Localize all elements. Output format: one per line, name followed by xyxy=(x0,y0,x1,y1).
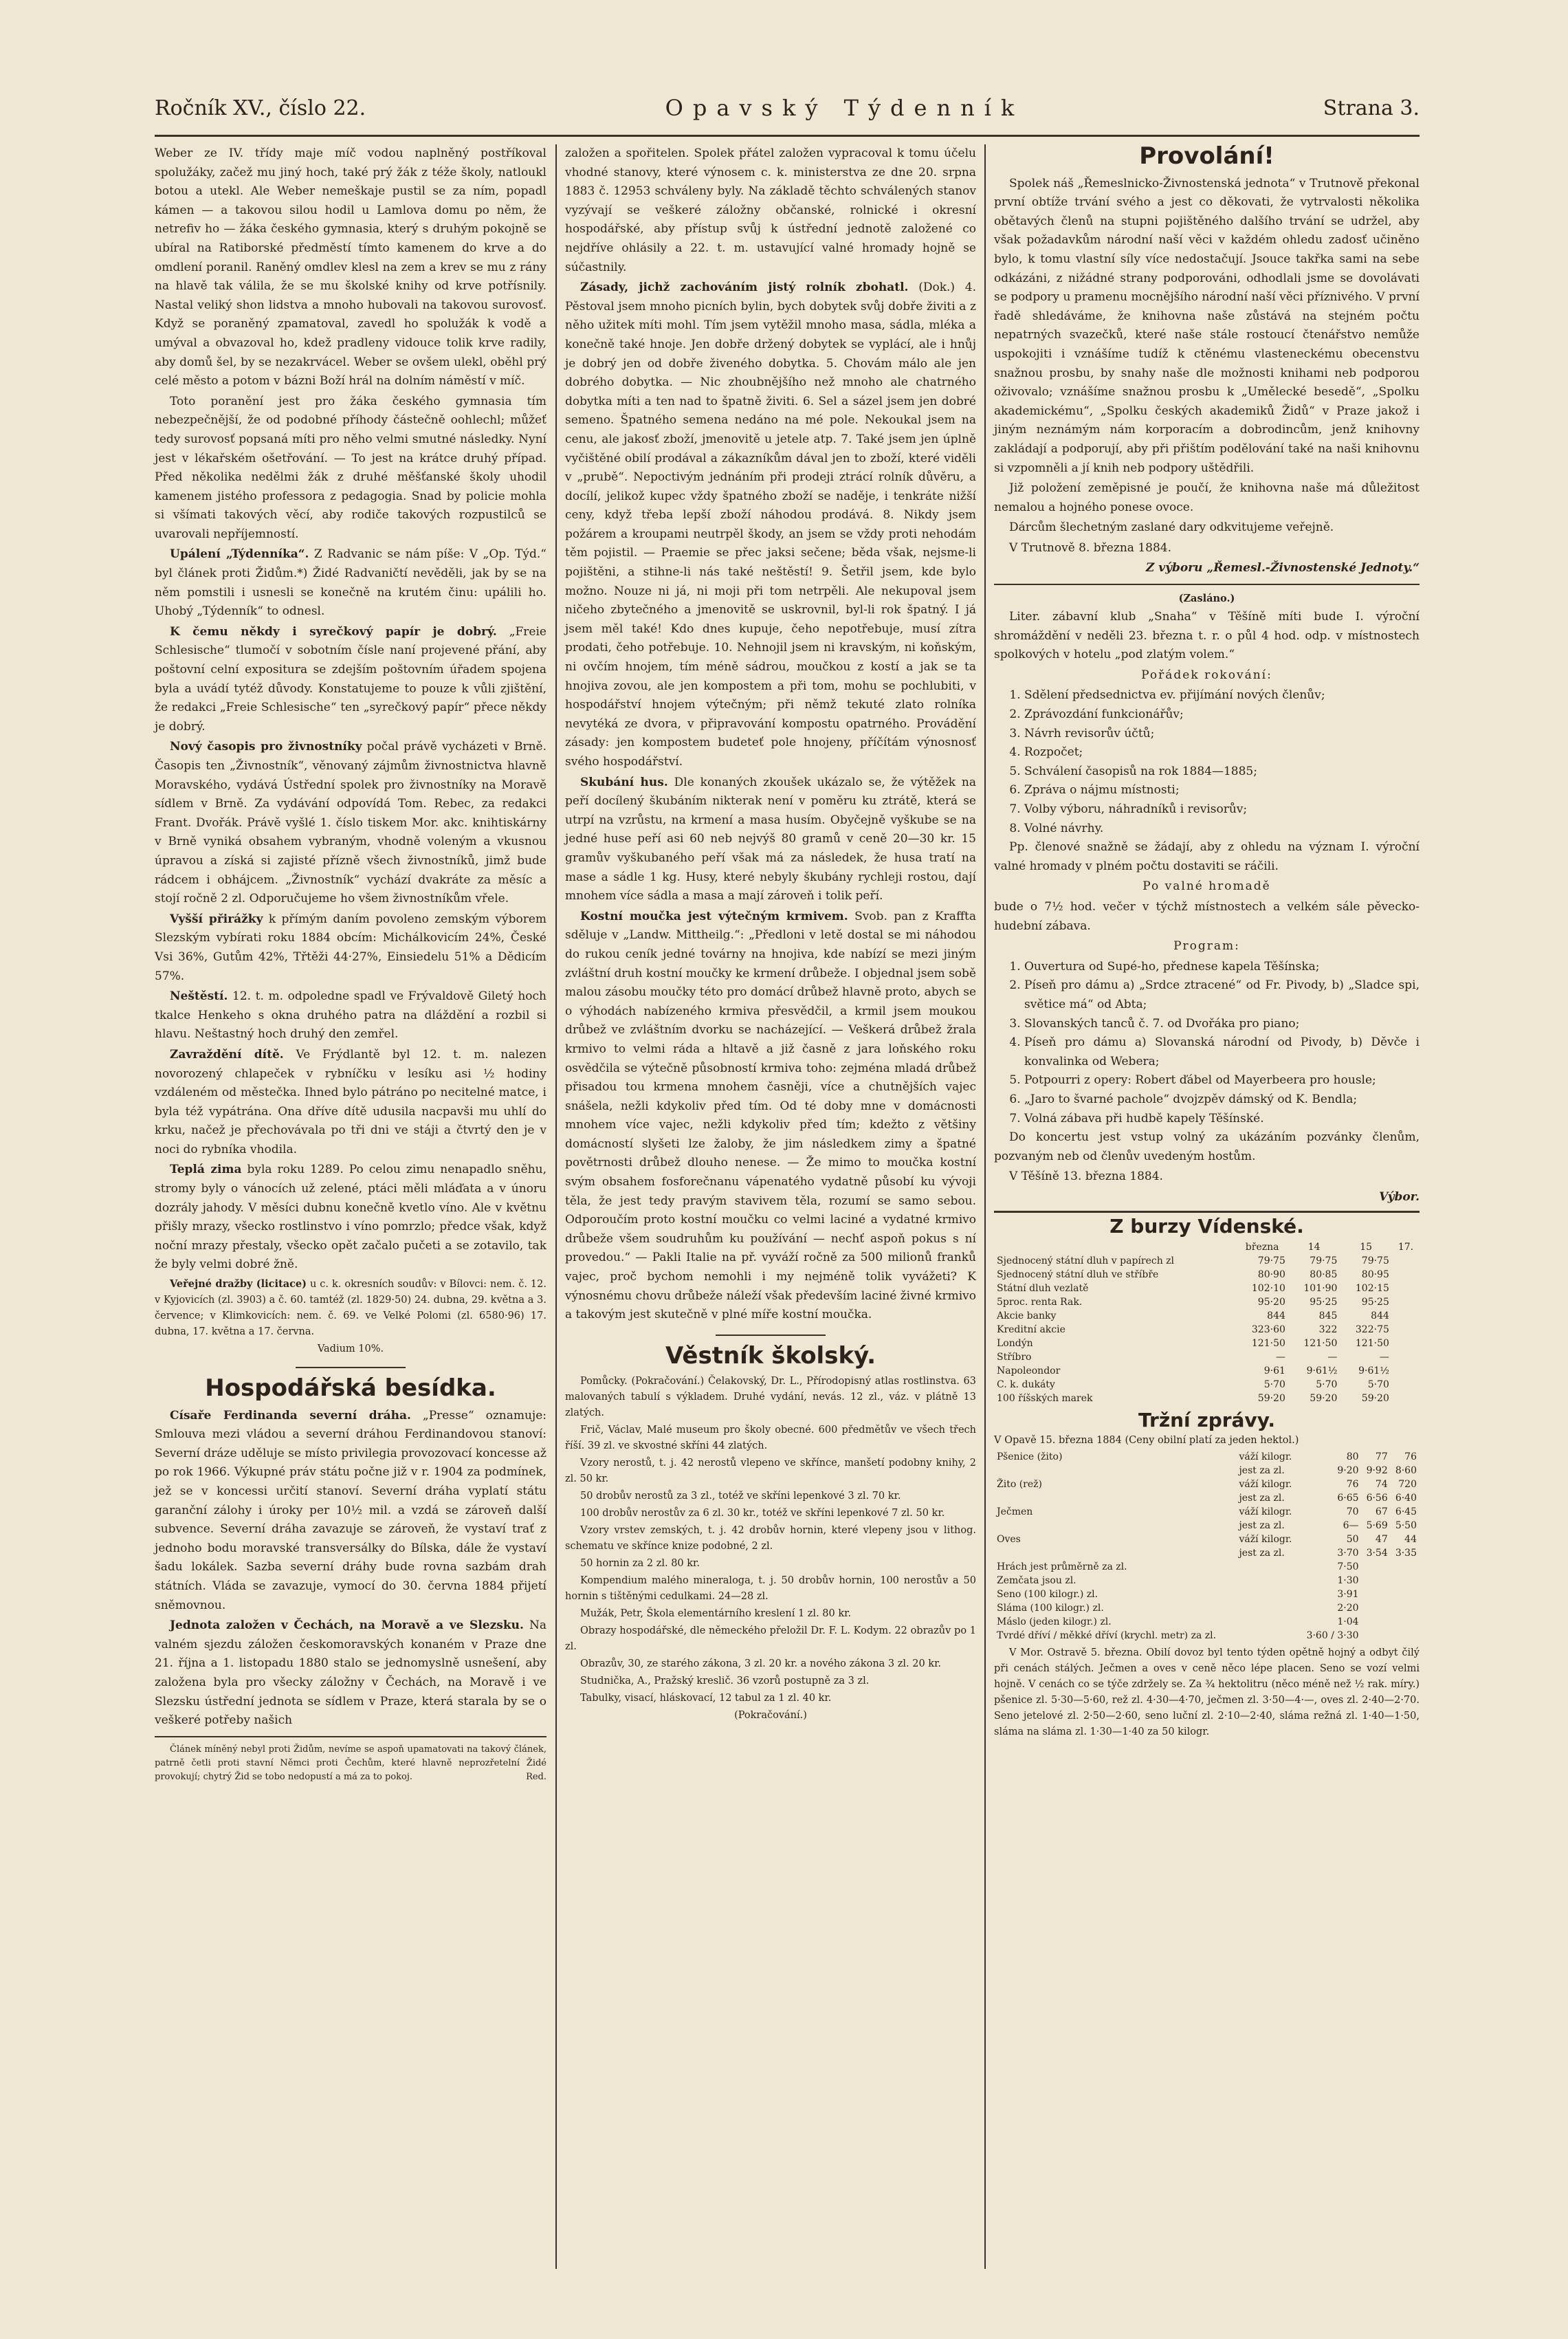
section-title: Věstník školský. xyxy=(665,1341,876,1370)
table-cell: 121·50 xyxy=(1355,1338,1389,1350)
school-item: 50 hornin za 2 zl. 80 kr. xyxy=(580,1558,700,1570)
article-text: Pp. členové snažně se žádají, aby z ohledu na význam I. výroční valné hromady v plném počtu dostaviti se ráčili. xyxy=(994,840,1420,873)
table-cell xyxy=(1362,1601,1391,1615)
table-cell xyxy=(1236,1560,1299,1574)
article-text: Ve Frýdlantě byl 12. t. m. nalezen novorozený chlapeček v rybníčku v lesíku asi ½ hodiny vzdáleném od městečka. Ihned bylo pátráno po necitelné matce, i byla též vypátrána. Ona dříve dítě udusila nacpavši mu uhlí do krku, načež je přechovávala po tři dni ve stáji a čtvrtý den je v noci do rybníka vhodila. xyxy=(155,1047,546,1156)
article-text: „Freie Schlesische“ tlumočí v sobotním čísle naní projevené přání, aby poštovní celní expositura se zdejším poštovním úřadem spojena byla a uvádí tytéž důvody. Konstatujeme to pouze k vůli zjištění, že redakci „Freie Schlesische“ ten „syrečkový papír“ přece někdy je dobrý. xyxy=(155,624,546,734)
table-corner xyxy=(994,1240,1236,1254)
table-cell xyxy=(1236,1615,1299,1629)
list-item: 2. Píseň pro dámu a) „Srdce ztracené“ od Fr. Pivody, b) „Sladce spi, světice má“ od Abta; xyxy=(1024,976,1420,1014)
row-label: Máslo (jeden kilogr.) zl. xyxy=(997,1616,1112,1627)
table-cell: 76 xyxy=(1404,1451,1417,1462)
table-cell: 59·20 xyxy=(1257,1393,1285,1405)
table-row xyxy=(994,1574,1420,1588)
table-cell xyxy=(1362,1574,1391,1588)
table-cell: váží kilogr. xyxy=(1239,1506,1292,1517)
article-text: bude o 7½ hod. večer v týchž místnostech a velkém sále pěvecko-hudební zábava. xyxy=(994,899,1420,933)
table-cell: 102·10 xyxy=(1251,1283,1285,1295)
article-text: Spolek náš „Řemeslnicko-Živnostenská jednota“ v Trutnově překonal první obtíže trvání svého a jest co děkovati, že vytrvalosti několika obětavých členů na stupni pojištěného dalšího trvání se udržel, aby však požadavkům národní naší věci v každém ohledu zadosť učiněno bylo, k tomu vlastní síly více nedostačují. Jsouce takřka sami na sebe odkázáni, z nižádné strany podporováni, odhodlali jsme se dovolávati se podpory u pramenu mocnějšího národní naší věci příznivého. V první řadě shledáváme, že knihovna naše zůstává na stejném počtu nepatrných svazečků, které naše stále rostoucí čtenářstvo nemůže uspokojiti i vznášíme tudíž k ctěnému vlasteneckému obecenstvu snažnou prosbu, by snahy naše dle možnosti knihami neb podporou oživovalo; vznášíme snažnou prosbu k „Umělecké besedě“, „Spolku akademickému“, „Spolku českých akademiků Židů“ v Praze jakož i jiným neznámým nám korporacím a dobrodincům, jenž knihovny zakládají a podporují, aby při přištím podělování také na naši knihovnu si vzpomněli a jí knih neb podpory uštědřili. xyxy=(994,176,1420,475)
table-cell: 9·61 xyxy=(1263,1365,1285,1377)
table-row xyxy=(994,1464,1420,1478)
page-number: Strana 3. xyxy=(1323,96,1420,120)
table-cell: 44 xyxy=(1404,1533,1417,1545)
row-label: 5proc. renta Rak. xyxy=(997,1297,1083,1308)
article-text: „Presse“ oznamuje: Smlouva mezi vládou a severní dráhou Ferdinandovou stanoví: Severní dráze uděluje se místo privilegia provozovací koncesse až po rok 1966. Výkupné práv státu počne již v r. 1904 za podmínek, jež se v koncessi určití stanoví. Severní dráha vyplatí státu garanční zálohy i úroky per 10½ mil. a vzdá se zároveň další subvence. Severní dráha zavazuje se zároveň, že vystaví trať z jednoho bodu moravské transversálky do Bílska, dále že vystaví šadu lokálek. Sazba severní dráhy bude rovna sazbám drah státních. Vláda se zavazuje, vymocí do 30. června 1884 přijetí sněmovnou. xyxy=(155,1408,546,1612)
row-label xyxy=(994,1464,1236,1478)
table-cell: váží kilogr. xyxy=(1239,1478,1292,1490)
column-3 xyxy=(994,144,1420,1742)
agenda-title: Pořádek rokování: xyxy=(1141,668,1272,682)
table-cell: 9·61½ xyxy=(1306,1365,1338,1377)
table-cell: 80·90 xyxy=(1257,1269,1285,1281)
table-cell: 6·56 xyxy=(1366,1492,1388,1504)
section-title: Tržní zprávy. xyxy=(1138,1409,1276,1432)
table-cell: 3·70 xyxy=(1337,1547,1359,1559)
list-item: 2. Zprávozdání funkcionářův; xyxy=(1024,705,1420,725)
table-cell: 67 xyxy=(1375,1506,1388,1517)
table-cell: 95·25 xyxy=(1310,1297,1338,1308)
list-item: 3. Slovanských tanců č. 7. od Dvořáka pro piano; xyxy=(1024,1015,1420,1034)
table-row xyxy=(994,1392,1420,1405)
table-row xyxy=(994,1309,1420,1323)
table-cell: 102·15 xyxy=(1355,1283,1389,1295)
table-cell: jest za zl. xyxy=(1239,1547,1285,1559)
list-item: 4. Píseň pro dámu a) Slovanská národní od Pivody, b) Děvče i konvalinka od Webera; xyxy=(1024,1033,1420,1071)
row-label: Napoleondor xyxy=(997,1365,1061,1377)
table-cell: 3·60 / 3·30 xyxy=(1306,1629,1359,1641)
list-item: 6. „Jaro to švarné pachole“ dvojzpěv dámský od K. Bendla; xyxy=(1024,1090,1420,1110)
table-cell: 3·54 xyxy=(1366,1547,1388,1559)
row-label: Pšenice (žito) xyxy=(997,1451,1063,1462)
row-label: 100 říšských marek xyxy=(997,1393,1093,1405)
continued-note: (Pokračování.) xyxy=(734,1710,807,1722)
table-cell: 9·92 xyxy=(1366,1464,1388,1476)
table-cell xyxy=(1391,1588,1420,1601)
table-cell: 80·95 xyxy=(1361,1269,1389,1281)
article-text: počal právě vycházeti v Brně. Časopis ten „Živnostník“, věnovaný zájmům živnostnictva hlavně Moravského, vydává Ústřední spolek pro živnostníky na Moravě sídlem v Brně. Za vydávání odpovídá Tom. Rebec, za redakci Frant. Dvořák. Právě vyšlé 1. číslo tiskem Mor. akc. knihtiskárny v Brně vyniká obsahem vybraným, vhodně voleným a vkusnou úpravou a získá si zajisté přízně všech živnostníků, jimž bude rádcem i obhájcem. „Živnostník“ vychází dvakráte za měsíc a stojí ročně 2 zl. Odporučujeme ho všem živnostníkům vřele. xyxy=(155,740,546,906)
table-cell xyxy=(1391,1560,1420,1574)
table-header: března xyxy=(1245,1242,1279,1253)
row-label xyxy=(994,1491,1236,1505)
list-item: 1. Ouvertura od Supé-ho, přednese kapela Těšínska; xyxy=(1024,958,1420,977)
list-item: 7. Volby výboru, náhradníků i revisorův; xyxy=(1024,800,1420,820)
article-text: Liter. zábavní klub „Snaha“ v Těšíně míti bude I. výroční shromáždění v neděli 23. března t. r. o půl 4 hod. odp. v místnostech spolkových v hotelu „pod zlatým volem.“ xyxy=(994,610,1420,662)
article-title: Teplá zima xyxy=(170,1163,242,1177)
divider xyxy=(994,1211,1420,1213)
article-text: 12. t. m. odpoledne spadl ve Frývaldově Giletý hoch tkalce Henkeho s okna druhého patra na dláždění a rozbil si hlavu. Neštastný hoch druhý den zemřel. xyxy=(155,989,546,1042)
divider xyxy=(716,1335,826,1336)
article-text: Již položení zeměpisné je poučí, že knihovna naše má důležitost nemalou a hojného ponese ovoce. xyxy=(994,481,1420,514)
row-label: Akcie banky xyxy=(997,1310,1057,1322)
table-row xyxy=(994,1560,1420,1574)
article-text: u c. k. okresních soudův: v Bílovci: nem. č. 12. v Kyjovicích (zl. 3903) a č. 60. tamtéž (zl. 1829·50) 24. dubna, 29. května a 3. července; v Klimkovicích: nem. č. 69. ve Velké Polomi (zl. 6580·96) 17. dubna, 17. května a 17. června. xyxy=(155,1279,546,1338)
school-item: Kompendium malého mineraloga, t. j. 50 drobův hornin, 100 nerostův a 50 hornin s tištěnými cedulkami. 24—28 zl. xyxy=(565,1575,976,1603)
program-list xyxy=(994,958,1420,1128)
table-cell: 80·85 xyxy=(1310,1269,1338,1281)
market-heading: V Opavě 15. března 1884 (Ceny obilní platí za jeden hektol.) xyxy=(994,1434,1299,1446)
table-cell: — xyxy=(1379,1352,1389,1363)
table-row xyxy=(994,1282,1420,1295)
row-label xyxy=(994,1546,1236,1560)
table-cell: 59·20 xyxy=(1310,1393,1338,1405)
table-cell: 74 xyxy=(1375,1478,1388,1490)
article-title: K čemu někdy i syrečkový papír je dobrý. xyxy=(170,624,497,639)
table-cell: 50 xyxy=(1346,1533,1359,1545)
signature: Z výboru „Řemesl.-Živnostenské Jednoty.“ xyxy=(1145,561,1420,575)
table-cell: 9·61½ xyxy=(1358,1365,1389,1377)
article-title: Neštěstí. xyxy=(170,989,228,1004)
table-cell: 95·25 xyxy=(1361,1297,1389,1308)
table-cell xyxy=(1362,1629,1391,1643)
footnote-rule xyxy=(155,1736,546,1737)
table-cell: 47 xyxy=(1375,1533,1388,1545)
header-rule xyxy=(155,135,1420,137)
vadium-text: Vadium 10%. xyxy=(317,1343,384,1355)
table-cell: 79·75 xyxy=(1257,1255,1285,1267)
article-text: Dárcům šlechetným zaslané dary odkvitujeme veřejně. xyxy=(1009,520,1334,535)
table-row xyxy=(994,1478,1420,1491)
table-cell: 59·20 xyxy=(1361,1393,1389,1405)
school-item: 50 drobův nerostů za 3 zl., totéž ve skříni lepenkové 3 zl. 70 kr. xyxy=(580,1491,901,1502)
school-item: Vzory nerostů, t. j. 42 nerostů vlepeno ve skřínce, manšetí podobny knihy, 2 zl. 50 kr. xyxy=(565,1458,976,1485)
table-row xyxy=(994,1519,1420,1533)
exchange-table xyxy=(994,1240,1420,1405)
signature: Výbor. xyxy=(1379,1189,1420,1204)
list-item: 5. Potpourri z opery: Robert ďábel od Mayerbeera pro housle; xyxy=(1024,1071,1420,1090)
table-cell: 5·70 xyxy=(1367,1379,1389,1391)
table-cell xyxy=(1391,1615,1420,1629)
school-item: Vzory vrstev zemských, t. j. 42 drobův hornin, které vlepeny jsou v lithog. schematu ve skřínce knize podobné, 2 zl. xyxy=(565,1525,976,1552)
table-cell xyxy=(1362,1560,1391,1574)
table-cell: — xyxy=(1327,1352,1338,1363)
school-item: Pomůcky. (Pokračování.) Čelakovský, Dr. L., Přírodopisný atlas rostlinstva. 63 malovaných tabulí s výkladem. Druhé vydání, nevás. 12 zl., váz. v plátně 13 zlatých. xyxy=(565,1376,976,1419)
table-cell: 70 xyxy=(1346,1506,1359,1517)
row-label: Sjednocený státní dluh v papírech zl xyxy=(997,1255,1175,1267)
table-cell: 6·65 xyxy=(1337,1492,1359,1504)
row-label: Hrách jest průměrně za zl. xyxy=(997,1561,1127,1572)
article-title: Zásady, jichž zachováním jistý rolník zbohatl. xyxy=(580,281,909,295)
table-cell xyxy=(1236,1588,1299,1601)
table-row xyxy=(994,1615,1420,1629)
table-cell: jest za zl. xyxy=(1239,1519,1285,1531)
table-cell xyxy=(1391,1574,1420,1588)
table-cell: jest za zl. xyxy=(1239,1464,1285,1476)
table-cell: 6— xyxy=(1343,1519,1359,1531)
table-row xyxy=(994,1505,1420,1519)
page-header xyxy=(155,88,1420,128)
table-cell xyxy=(1391,1601,1420,1615)
article-text: Dle konaných zkoušek ukázalo se, že výtěžek na peří docílený škubáním nikterak není v poměru ku ztrátě, která se utrpí na vzrůstu, na krmení a masa husím. Obyčejně vyškube se na jedné huse peří asi 60 neb nejvýš 80 gramů v ceně 20—30 kr. 15 gramův vyškubaného peří však má za následek, že husa tratí na mase a sádle 1 kg. Husy, které nebyly škubány rychleji rostou, dají mnohem více sádla a masa a mají zároveň i tolik peří. xyxy=(565,775,976,903)
program-title: Program: xyxy=(1173,939,1240,954)
after-title: Po valné hromadě xyxy=(1142,879,1271,894)
table-row xyxy=(994,1629,1420,1643)
dateline: V Trutnově 8. března 1884. xyxy=(1009,540,1171,555)
list-item: 3. Návrh revisorův účtů; xyxy=(1024,725,1420,744)
table-cell xyxy=(1236,1574,1299,1588)
table-cell: 76 xyxy=(1346,1478,1359,1490)
table-cell xyxy=(1236,1601,1299,1615)
divider xyxy=(994,584,1420,585)
table-cell: váží kilogr. xyxy=(1239,1451,1292,1462)
table-cell: 6·40 xyxy=(1395,1492,1417,1504)
table-cell: 1·04 xyxy=(1337,1616,1359,1627)
table-cell: 2·20 xyxy=(1337,1602,1359,1614)
table-row xyxy=(994,1323,1420,1337)
table-row xyxy=(994,1533,1420,1546)
article-text: (Dok.) 4. Pěstoval jsem mnoho picních bylin, bych dobytek svůj dobře živiti a z něho užitek míti mohl. Tím jsem vytěžil mnoho masa, sádla, mléka a konečně také hnoje. Jen dobře držený dobytek se vyplácí, ale i hnůj je dobrý jen od dobře živeného dobytka. 5. Chovám málo ale jen dobrého dobytka. — Nic zhoubnějšího než mnoho ale chatrného dobytka míti a ten nad to špatně živiti. 6. Sel a sázel jsem jen dobré semeno. Špatného semena nedáno na mé pole. Nekoukal jsem na cenu, ale jakosť zboží, jmenovitě u jetele atp. 7. Také jsem jen úplně vyčištěné obilí prodával a zákazníkům dával jen to zboží, které viděli v „prubě“. Nepoctivým jednáním při prodeji ztrácí rolník důvěru, a docílí, jelikož kupec vždy špatného zboží se naděje, i tenkráte nižší ceny, když třeba lepší zboží náhodou prodává. 8. Nikdy jsem požárem a kroupami neutrpěl škody, an jsem se vždy proti nehodám těm pojistil. — Praemie se přec jaksi sečene; běda však, nejsme-li pojištěni, a stihne-li nás také neštěstí! 9. Šetřil jsem, kde bylo možno. Nouze ni já, ni moji při tom netrpěli. Ale nekupoval jsem ničeho zbytečného a jmenovitě se uskrovnil, byl-li rok špatný. I já jsem měl také! Kdo dnes kupuje, čeho nepotřebuje, musí zítra prodati, čeho potřebuje. 10. Nehnojil jsem ni kravským, ni koňským, ni ovčím hnojem, tím méně sádrou, moučkou z kostí a jak se ta hnojiva zovou, ale jen kompostem a při tom, mohu se pochlubiti, v hospodářství hnojem výtečným; při němž tekuté zlato rolníka nevytéká ze dvora, v připravování kompostu opatrného. Provádění zásady: jen kompostem budeteť pole hnojeny, příčítám výnosnosť svého hospodářství. xyxy=(565,281,976,769)
article-text: V Mor. Ostravě 5. března. Obilí dovoz byl tento týden opětně hojný a odbyt čilý při cenách stálých. Ječmen a oves v ceně něco lépe placen. Seno se vozí velmi hojně. V cenách co se týče zdržely se. Za ¾ hektolitru (něco méně než ½ rak. míry.) pšenice zl. 5·30—5·60, rež zl. 4·30—4·70, ječmen zl. 3·50—4·—, oves zl. 2·40—2·70. Seno jetelové zl. 2·50—2·60, seno luční zl. 2·10—2·40, sláma režná zl. 1·40—1·50, sláma na sláma zl. 1·30—1·40 za 50 kilogr. xyxy=(994,1647,1420,1737)
school-item: Mužák, Petr, Škola elementárního kreslení 1 zl. 80 kr. xyxy=(580,1608,852,1620)
article-title: Jednota založen v Čechách, na Moravě a ve Slezsku. xyxy=(170,1618,524,1633)
table-cell: 3·91 xyxy=(1337,1588,1359,1600)
table-cell: 5·50 xyxy=(1395,1519,1417,1531)
table-cell: — xyxy=(1275,1352,1285,1363)
table-cell: 5·70 xyxy=(1316,1379,1338,1391)
article-title: Upálení „Týdenníka“. xyxy=(170,547,309,562)
school-list xyxy=(565,1374,976,1706)
table-cell: 121·50 xyxy=(1251,1338,1285,1350)
article-title: Císaře Ferdinanda severní dráha. xyxy=(170,1408,411,1423)
table-header: 15 xyxy=(1360,1242,1373,1253)
row-label: Seno (100 kilogr.) zl. xyxy=(997,1588,1098,1600)
table-cell: 121·50 xyxy=(1303,1338,1338,1350)
school-item: Obrazy hospodářské, dle německého přeložil Dr. F. L. Kodym. 22 obrazův po 1 zl. xyxy=(565,1625,976,1653)
table-cell: 844 xyxy=(1371,1310,1389,1322)
list-item: 4. Rozpočet; xyxy=(1024,743,1420,762)
table-row xyxy=(994,1491,1420,1505)
row-label: Stříbro xyxy=(997,1352,1032,1363)
row-label: Sjednocený státní dluh ve stříbře xyxy=(997,1269,1159,1281)
article-text: založen a spořitelen. Spolek přátel založen vypracoval k tomu účelu vhodné stanovy, které výnosem c. k. ministerstva ze dne 20. srpna 1883 č. 12953 schváleny byly. Na základě těchto schválených stanov vyzývají se veškeré záložny občanské, rolnické i okresní hospodářské, aby přístup svůj k ústřední jednotě založené co nejdříve ohlásily a 22. t. m. ustavující valné hromady hojně se súčastnily. xyxy=(565,146,976,274)
table-cell: 1·30 xyxy=(1337,1574,1359,1586)
article-text: Z Radvanic se nám píše: V „Op. Týd.“ byl článek proti Židům.*) Židé Radvaničtí nevěděli, jak by se na něm pomstili i usnesli se konečně na krutém činu: upálili ho. Uhobý „Týdenník“ to odnesl. xyxy=(155,547,546,619)
footnote-sign: Red. xyxy=(526,1771,546,1782)
column-rule-2 xyxy=(984,144,986,2269)
table-cell: 8·60 xyxy=(1395,1464,1417,1476)
table-cell: 79·75 xyxy=(1310,1255,1338,1267)
article-title: Skubání hus. xyxy=(580,775,668,789)
table-cell: 5·70 xyxy=(1263,1379,1285,1391)
table-cell: 7·50 xyxy=(1337,1561,1359,1572)
school-item: Tabulky, visací, hláskovací, 12 tabul za 1 zl. 40 kr. xyxy=(580,1693,832,1704)
article-text: Na valném sjezdu záložen českomoravských konaném v Praze dne 21. října a 1. listopadu 1880 stalo se jednomyslně usnešení, aby založena byla pro všecky záložny v Čechách, na Moravě i ve Slezsku ústřední jednota se sídlem v Praze, která starala by se o veškeré potřeby našich xyxy=(155,1618,546,1728)
list-item: 1. Sdělení předsednictva ev. přijímání nových členův; xyxy=(1024,686,1420,705)
row-label: Tvrdé dříví / měkké dříví (krychl. metr) za zl. xyxy=(997,1629,1217,1641)
row-label: Státní dluh vezlatě xyxy=(997,1283,1089,1295)
row-label: Oves xyxy=(997,1533,1021,1545)
article-text: Do koncertu jest vstup volný za ukázáním pozvánky členům, pozvaným neb od členův uvedeným hostům. xyxy=(994,1130,1420,1163)
table-header: 17. xyxy=(1398,1242,1414,1253)
school-item: 100 drobův nerostův za 6 zl. 30 kr., totéž ve skříni lepenkové 7 zl. 50 kr. xyxy=(580,1508,945,1519)
footnote-text: Článek míněný nebyl proti Židům, nevíme se aspoň upamatovati na takový článek, patrně četli proti stavní Němci proti Čechům, které hlavně neprozřetelní Židé provokují; chytrý Žid se tobo nedopustí a má za to pokoj. xyxy=(155,1744,546,1782)
divider xyxy=(296,1367,406,1368)
article-title: Vyšší přirážky xyxy=(170,912,263,926)
table-cell: jest za zl. xyxy=(1239,1492,1285,1504)
column-1 xyxy=(155,144,546,1786)
list-item: 6. Zpráva o nájmu místnosti; xyxy=(1024,781,1420,800)
article-text: byla roku 1289. Po celou zimu nenapadlo sněhu, stromy byly o vánocích už zelené, ptáci měli mláďata a v únoru dozrály jahody. V měsíci dubnu konečně kvetlo víno. Ale v květnu přišly mrazy, všecko rostlinstvo i víno pomrzlo; předce však, když noční mrazy přestaly, všecko opět začalo pučeti a se zotavilo, tak že byly velmi dobré žně. xyxy=(155,1163,546,1272)
school-item: Studnička, A., Pražský kreslič. 36 vzorů postupně za 3 zl. xyxy=(580,1676,870,1687)
table-row xyxy=(994,1254,1420,1268)
table-cell xyxy=(1362,1588,1391,1601)
dateline: V Těšíně 13. března 1884. xyxy=(1009,1170,1163,1184)
table-row xyxy=(994,1268,1420,1282)
article-title: Kostní moučka jest výtečným krmivem. xyxy=(580,909,848,923)
table-row xyxy=(994,1546,1420,1560)
table-cell: 844 xyxy=(1267,1310,1285,1322)
table-row xyxy=(994,1350,1420,1364)
table-cell xyxy=(1391,1629,1420,1643)
market-table xyxy=(994,1450,1420,1643)
table-cell: 9·20 xyxy=(1337,1464,1359,1476)
table-cell: 79·75 xyxy=(1361,1255,1389,1267)
row-label: Ječmen xyxy=(997,1506,1033,1517)
table-header: 14 xyxy=(1307,1242,1321,1253)
table-row xyxy=(994,1588,1420,1601)
table-cell: 322 xyxy=(1318,1324,1338,1336)
newspaper-title: Opavský Týdenník xyxy=(665,95,1024,121)
row-label: Sláma (100 kilogr.) zl. xyxy=(997,1602,1104,1614)
list-item: 7. Volná zábava při hudbě kapely Těšínské. xyxy=(1024,1110,1420,1129)
table-row xyxy=(994,1450,1420,1464)
table-cell xyxy=(1236,1629,1299,1643)
row-label: C. k. dukáty xyxy=(997,1379,1055,1391)
row-label: Žito (rež) xyxy=(997,1478,1042,1490)
article-text: Weber ze IV. třídy maje míč vodou naplněný postříkoval spolužáky, začež mu jiný hoch, také prý žák z téže školy, natloukl botou a utekl. Ale Weber nemeškaje pustil se za ním, popadl kámen — a takovou silou hodil u Lamlova domu po něm, že netrefiv ho — žáka českého gymnasia, který s druhým pokojně se ubíral na Ratiborské předměstí tímto kamenem do krve a do omdlení poranil. Raněný omdlev klesl na zem a krev se mu z rány na hlavě tak válila, že se mu školské knihy od krve potřísnily. Nastal veliký shon lidstva a mnoho hubovali na takovou surovosť. Když se poraněný zpamatoval, zavedl ho spolužák k vodě a umýval a obvazoval ho, kdež pradleny vidouce tolik krve radily, aby domů šel, by se nezakrvácel. Weber se ovšem ulekl, oběhl prý celé město a potom v bázni Boží hrál na dolním náměstí v míč. xyxy=(155,146,546,388)
agenda-list xyxy=(994,686,1420,838)
table-row xyxy=(994,1378,1420,1392)
list-item: 8. Volné návrhy. xyxy=(1024,820,1420,839)
row-label xyxy=(994,1519,1236,1533)
article-text: Svob. pan z Kraffta sděluje v „Landw. Mittheilg.“: „Předloni v letě dostal se mi náhodou do rukou ceník jedné továrny na hnojiva, kde nabízí se mezi jiným zvláštní druh kostní moučky ke krmení drůbeže. I objednal jsem sobě malou zásobu moučky této pro domácí drůbež hlavně proto, abych se o výhodách nabízeného krmiva přesvědčil, a krmil jsem moukou drůbež ve zvláštním dvorku se nacházející. — Veškerá drůbež žrala krmivo to velmi ráda a hltavě a již časně z jara loňského roku osvědčila se výtečně působností krmiva toho: zejména mladá drůbež přisadou tou krmena mnohem časněji, více a chutnějších vajec snášela, nežli kdykoliv před tím. Od té doby mne v domácnosti mnohem více vajec, nežli kdykoliv před tím; kdežto z většiny domácností slyšeti lze žaloby, že jim následkem zimy a špatné povětrnosti drůbež dlouho nenese. — Že mimo to moučka kostní svým obsahem fosforečnanu vápenatého vydatně působí ku vývoji těla, že jest tedy pravým stavivem těla, rozumí se samo sebou. Odporoučím proto kostní moučku co velmi laciné a vydatné krmivo drůbeže všem soudruhům ku používání — nechť aspoň pokus s ní provedou.“ — Pakli Italie na př. vyváží ročně za 500 milionů franků vajec, proč bychom nemohli i my nejméně tolik vyvážeti? K výnosnému chovu drůbeže náleží však především laciné živné krmivo a takovým jest skutečně v plné míře kostní moučka. xyxy=(565,909,976,1322)
table-cell: 77 xyxy=(1375,1451,1388,1462)
table-cell: 5·69 xyxy=(1366,1519,1388,1531)
row-label: Kreditní akcie xyxy=(997,1324,1065,1336)
article-title: Nový časopis pro živnostníky xyxy=(170,740,362,754)
column-2 xyxy=(565,144,976,1725)
row-label: Zemčata jsou zl. xyxy=(997,1574,1076,1586)
table-row xyxy=(994,1601,1420,1615)
issue-number: Ročník XV., číslo 22. xyxy=(155,96,366,120)
article-text: Toto poranění jest pro žáka českého gymnasia tím nebezpečnější, že od podobné příhody částečně oohlechl; můžeť tedy surovosť popsaná míti pro něho velmi smutné následky. Nyní jest v lékařském ošetřování. — To jest na krátce druhý případ. Před několika nedělmi žák z druhé měšťanské školy uhodil kamenem jistého professora z pedagogia. Snad by policie mohla si všímati takových věcí, aby rodiče takových rozpustilců se uvarovali nepříjemností. xyxy=(155,394,546,541)
school-item: Frič, Václav, Malé museum pro školy obecné. 600 předmětův ve všech třech říší. 39 zl. ve skvostné skříni 44 zlatých. xyxy=(565,1425,976,1452)
column-rule-1 xyxy=(555,144,557,2269)
list-item: 5. Schválení časopisů na rok 1884—1885; xyxy=(1024,762,1420,782)
section-title: Hospodářská besídka. xyxy=(205,1374,496,1403)
article-title: Zavraždění dítě. xyxy=(170,1047,284,1062)
school-item: Obrazův, 30, ze starého zákona, 3 zl. 20 kr. a nového zákona 3 zl. 20 kr. xyxy=(580,1658,942,1670)
table-cell: 3·35 xyxy=(1395,1547,1417,1559)
section-title: Z burzy Vídenské. xyxy=(1109,1215,1304,1238)
table-cell: 322·75 xyxy=(1355,1324,1389,1336)
table-row xyxy=(994,1364,1420,1378)
section-title: Provolání! xyxy=(1139,142,1274,170)
article-text: k přímým daním povoleno zemským výborem Slezským vybírati roku 1884 obcím: Michálkovicím 24%, České Vsi 36%, Gutům 42%, Třtěži 44·27%, Einsiedelu 51% a Dědicím 57%. xyxy=(155,912,547,983)
table-cell xyxy=(1362,1615,1391,1629)
zaslano-label: (Zasláno.) xyxy=(1178,593,1235,605)
table-cell: 95·20 xyxy=(1257,1297,1285,1308)
table-cell: 6·45 xyxy=(1395,1506,1417,1517)
article-title: Veřejné dražby (licitace) xyxy=(170,1278,307,1291)
table-row xyxy=(994,1295,1420,1309)
table-cell: 720 xyxy=(1398,1478,1417,1490)
table-cell: 80 xyxy=(1346,1451,1359,1462)
table-cell: váží kilogr. xyxy=(1239,1533,1292,1545)
table-cell: 323·60 xyxy=(1251,1324,1285,1336)
table-cell: 845 xyxy=(1318,1310,1338,1322)
table-row xyxy=(994,1337,1420,1350)
table-cell: 101·90 xyxy=(1303,1283,1338,1295)
row-label: Londýn xyxy=(997,1338,1033,1350)
